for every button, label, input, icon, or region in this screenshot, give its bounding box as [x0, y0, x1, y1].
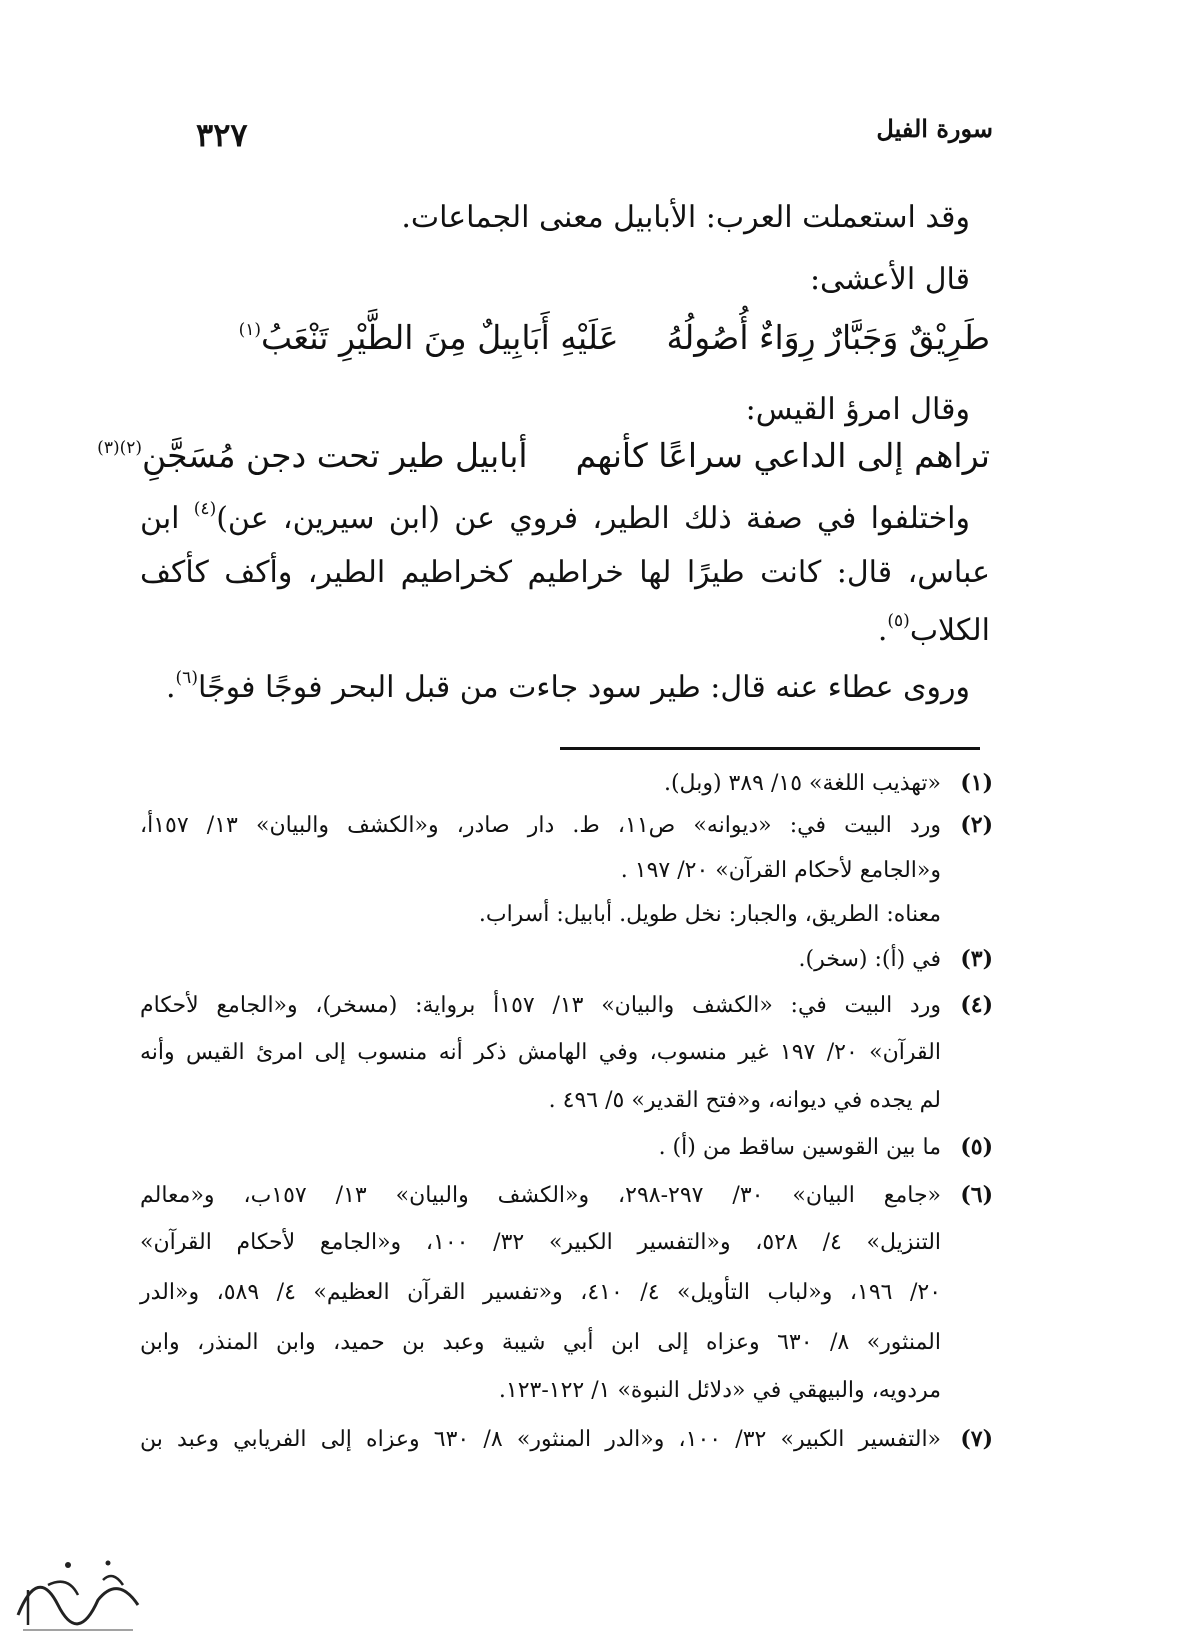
verse-2	[97, 436, 990, 475]
verse-2-hemistich-2: أبابيل طير تحت دجن مُسَجَّنِ	[142, 436, 528, 475]
footnote-3-number: (٣)	[960, 946, 993, 972]
footnote-4-text-1: ورد البيت في: «الكشف والبيان» ١٣/ ١٥٧أ برواية: (مسخر)، و«الجامع لأحكام	[140, 993, 941, 1018]
watermark-logo	[8, 1545, 148, 1635]
footnote-4-line-3: لم يجده في ديوانه، و«فتح القدير» ٥/ ٤٩٦ .	[548, 1088, 941, 1113]
body-line-6-part-1: واختلفوا في صفة ذلك الطير، فروي عن (ابن سيرين، عن)	[216, 501, 970, 536]
body-line-8-part-1: الكلاب	[909, 613, 990, 648]
footnote-4-line-1	[140, 992, 993, 1018]
footnote-7-number: (٧)	[960, 1426, 994, 1452]
footnote-7	[140, 1426, 993, 1452]
body-line-6-part-2: ابن	[140, 501, 194, 536]
footnote-4-line-2: القرآن» ٢٠/ ١٩٧ غير منسوب، وفي الهامش ذكر أنه منسوب إلى امرئ القيس وأنه	[140, 1040, 941, 1065]
verse-2-hemistich-1: تراهم إلى الداعي سراعًا كأنهم	[575, 436, 990, 475]
footnote-6-line-5: مردويه، والبيهقي في «دلائل النبوة» ١/ ١٢٢-١٢٣.	[498, 1378, 941, 1403]
body-line-9-part-2: .	[165, 670, 176, 705]
footnote-7-text: «التفسير الكبير» ٣٢/ ١٠٠، و«الدر المنثور» ٨/ ٦٣٠ وعزاه إلى الفريابي وعبد بن	[140, 1427, 942, 1452]
footnote-marker-6: (٦)	[175, 668, 198, 688]
surah-title: سورة الفيل	[876, 114, 993, 143]
verse-1	[239, 318, 990, 357]
body-line-2: قال الأعشى:	[809, 262, 970, 297]
footnote-5	[659, 1134, 993, 1160]
page-number: ٣٢٧	[196, 116, 248, 154]
footnote-2-line-3: معناه: الطريق، والجبار: نخل طويل. أبابيل: أسراب.	[478, 902, 941, 927]
body-line-4: وقال امرؤ القيس:	[745, 392, 970, 427]
body-line-8-part-2: .	[877, 613, 888, 648]
footnote-3-text: في (أ): (سخر).	[798, 947, 941, 972]
footnote-5-number: (٥)	[960, 1134, 993, 1160]
footnote-2-number: (٢)	[960, 812, 993, 838]
body-line-1: وقد استعملت العرب: الأبابيل معنى الجماعات.	[401, 200, 970, 235]
body-line-8	[878, 611, 990, 648]
footnote-6-text-1: «جامع البيان» ٣٠/ ٢٩٧-٢٩٨، و«الكشف والبيان» ١٣/ ١٥٧ب، و«معالم	[140, 1183, 942, 1208]
footnote-marker-1: (١)	[238, 320, 262, 340]
footnote-6-line-3: ٢٠/ ١٩٦، و«لباب التأويل» ٤/ ٤١٠، و«تفسير القرآن العظيم» ٤/ ٥٨٩، و«الدر	[140, 1280, 942, 1305]
body-line-9-part-1: وروى عطاء عنه قال: طير سود جاءت من قبل البحر فوجًا فوجًا	[197, 670, 970, 705]
footnote-6-number: (٦)	[960, 1182, 994, 1208]
footnote-5-text: ما بين القوسين ساقط من (أ) .	[658, 1135, 941, 1160]
footnote-1-text: «تهذيب اللغة» ١٥/ ٣٨٩ (وبل).	[663, 771, 941, 796]
footnote-6-line-4: المنثور» ٨/ ٦٣٠ وعزاه إلى ابن أبي شيبة وعبد بن حميد، وابن المنذر، وابن	[140, 1330, 941, 1355]
footnote-divider	[560, 747, 980, 750]
footnote-6-line-2: التنزيل» ٤/ ٥٢٨، و«التفسير الكبير» ٣٢/ ١٠٠، و«الجامع لأحكام القرآن»	[140, 1230, 942, 1255]
footnote-marker-5: (٥)	[887, 611, 910, 631]
footnote-3	[799, 946, 993, 972]
verse-1-hemistich-2: عَلَيْهِ أَبَابِيلٌ مِنَ الطَّيْرِ تَنْعَبُ	[261, 318, 619, 357]
footnote-1-number: (١)	[960, 770, 993, 796]
footnote-1	[664, 770, 993, 796]
footnote-2-text-1: ورد البيت في: «ديوانه» ص١١، ط. دار صادر، و«الكشف والبيان» ١٣/ ١٥٧أ،	[140, 813, 941, 838]
footnote-2-line-2: و«الجامع لأحكام القرآن» ٢٠/ ١٩٧ .	[620, 858, 941, 883]
body-line-7: عباس، قال: كانت طيرًا لها خراطيم كخراطيم الطير، وأكف كأكف	[140, 555, 990, 590]
body-line-6	[140, 499, 970, 536]
footnote-marker-4: (٤)	[193, 499, 217, 519]
footnote-2-line-1	[140, 812, 993, 838]
footnote-6-line-1	[140, 1182, 993, 1208]
footnote-4-number: (٤)	[960, 992, 993, 1018]
verse-1-hemistich-1: طَرِيْقٌ وَجَبَّارٌ رِوَاءٌ أُصُولُهُ	[666, 318, 990, 357]
footnote-marker-2-3: (٢)(٣)	[97, 438, 142, 458]
body-line-9	[166, 668, 970, 705]
